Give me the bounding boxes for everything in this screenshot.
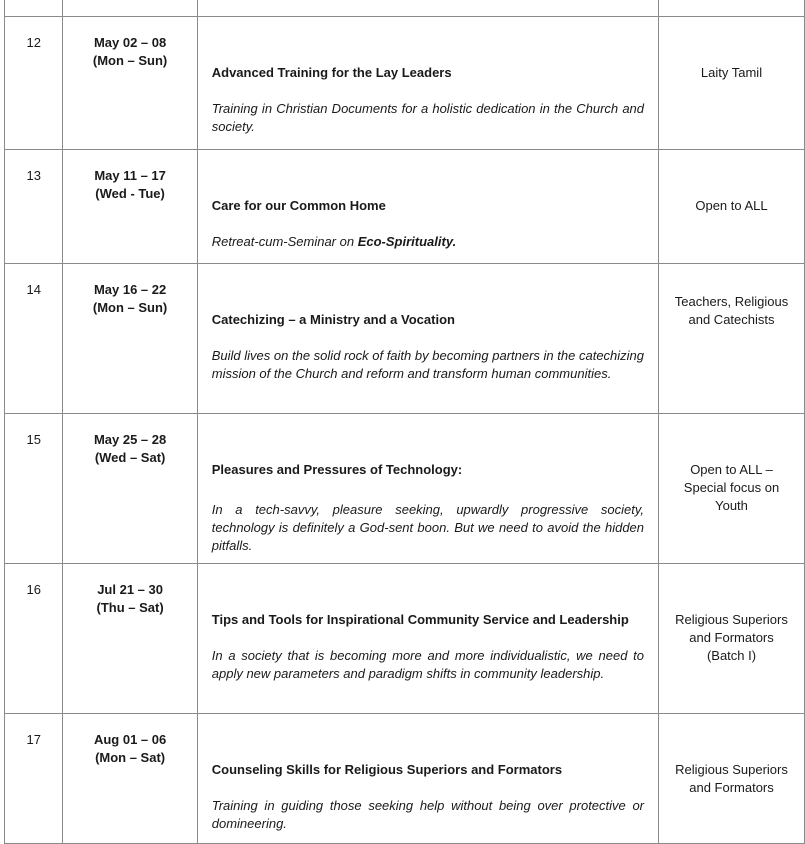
programme-title: Tips and Tools for Inspirational Community Service and Leadership: [211, 612, 629, 627]
row-number-cell: [5, 17, 63, 150]
programme-title: Care for our Common Home: [211, 198, 386, 213]
audience-cell: [659, 564, 805, 714]
table-row: [5, 714, 805, 844]
row-number-cell: [5, 564, 63, 714]
row-number: 16: [26, 582, 41, 597]
date-cell: [63, 264, 197, 414]
row-number-cell: [5, 150, 63, 264]
audience-line: and Formators: [689, 780, 774, 795]
programme-cell: [197, 17, 658, 150]
programme-title: Counseling Skills for Religious Superiors and Formators: [211, 762, 563, 777]
programme-description: Build lives on the solid rock of faith by becoming partners in the catechizing mission of the Church and reform and transform human communities.: [211, 348, 645, 381]
audience-text: Open to ALL: [695, 198, 768, 213]
audience-line: Youth: [715, 498, 748, 513]
row-number-cell: [5, 264, 63, 414]
audience-line: Open to ALL –: [690, 462, 773, 477]
audience-cell: [659, 150, 805, 264]
date-cell: [63, 150, 197, 264]
date-cell: [63, 17, 197, 150]
row-number-cell: [5, 714, 63, 844]
programme-description: In a tech-savvy, pleasure seeking, upwardly progressive society, technology is definitely a God-sent boon. But we need to avoid the hidden pitfalls.: [211, 502, 645, 553]
programme-title: Advanced Training for the Lay Leaders: [211, 65, 452, 80]
date-range: May 25 – 28: [93, 432, 167, 447]
row-number: 12: [26, 35, 41, 50]
description-prefix: Retreat-cum-Seminar on: [211, 234, 358, 249]
programme-title: Catechizing – a Ministry and a Vocation: [211, 312, 455, 327]
row-number: 14: [26, 282, 41, 297]
row-number: 15: [26, 432, 41, 447]
programme-description: In a society that is becoming more and more individualistic, we need to apply new parameters and paradigm shifts in community leadership.: [211, 648, 645, 681]
date-range: Aug 01 – 06: [93, 732, 167, 747]
programme-cell: [197, 414, 658, 564]
row-number: 13: [26, 168, 41, 183]
date-cell: [63, 714, 197, 844]
date-cell: [63, 414, 197, 564]
table-row: [5, 264, 805, 414]
audience-line: Special focus on: [683, 480, 780, 495]
programme-description: Training in Christian Documents for a holistic dedication in the Church and society.: [211, 101, 645, 134]
row-number: 17: [26, 732, 41, 747]
day-range: (Wed - Tue): [95, 186, 165, 201]
day-range: (Mon – Sun): [92, 300, 168, 315]
audience-cell: [659, 17, 805, 150]
description-emphasis: Eco-Spirituality.: [357, 234, 457, 249]
audience-line: Teachers, Religious: [674, 294, 789, 309]
audience-line: and Formators: [689, 630, 774, 645]
table-row: [5, 564, 805, 714]
date-range: Jul 21 – 30: [97, 582, 163, 597]
table-row: [5, 17, 805, 150]
day-range: (Mon – Sun): [92, 53, 168, 68]
audience-line: and Catechists: [688, 312, 775, 327]
programme-table: [4, 0, 805, 844]
audience-line: (Batch I): [706, 648, 757, 663]
programme-cell: [197, 714, 658, 844]
row-number-cell: [5, 414, 63, 564]
audience-cell: [659, 264, 805, 414]
programme-description: [212, 233, 644, 251]
table-row: [5, 150, 805, 264]
date-range: May 02 – 08: [93, 35, 167, 50]
audience-line: Religious Superiors: [675, 612, 788, 627]
date-cell: [63, 564, 197, 714]
table-row: [5, 414, 805, 564]
day-range: (Thu – Sat): [96, 600, 164, 615]
programme-cell: [197, 150, 658, 264]
programme-description: Training in guiding those seeking help without being over protective or domineering.: [211, 798, 645, 831]
audience-cell: [659, 714, 805, 844]
day-range: (Mon – Sat): [95, 750, 166, 765]
date-range: May 11 – 17: [94, 168, 166, 183]
programme-cell: [197, 264, 658, 414]
audience-line: Religious Superiors: [675, 762, 788, 777]
table-row: [5, 0, 805, 17]
audience-cell: [659, 414, 805, 564]
audience-text: Laity Tamil: [700, 65, 763, 80]
programme-title: Pleasures and Pressures of Technology:: [211, 462, 463, 477]
day-range: (Wed – Sat): [94, 450, 166, 465]
programme-cell: [197, 564, 658, 714]
date-range: May 16 – 22: [93, 282, 167, 297]
